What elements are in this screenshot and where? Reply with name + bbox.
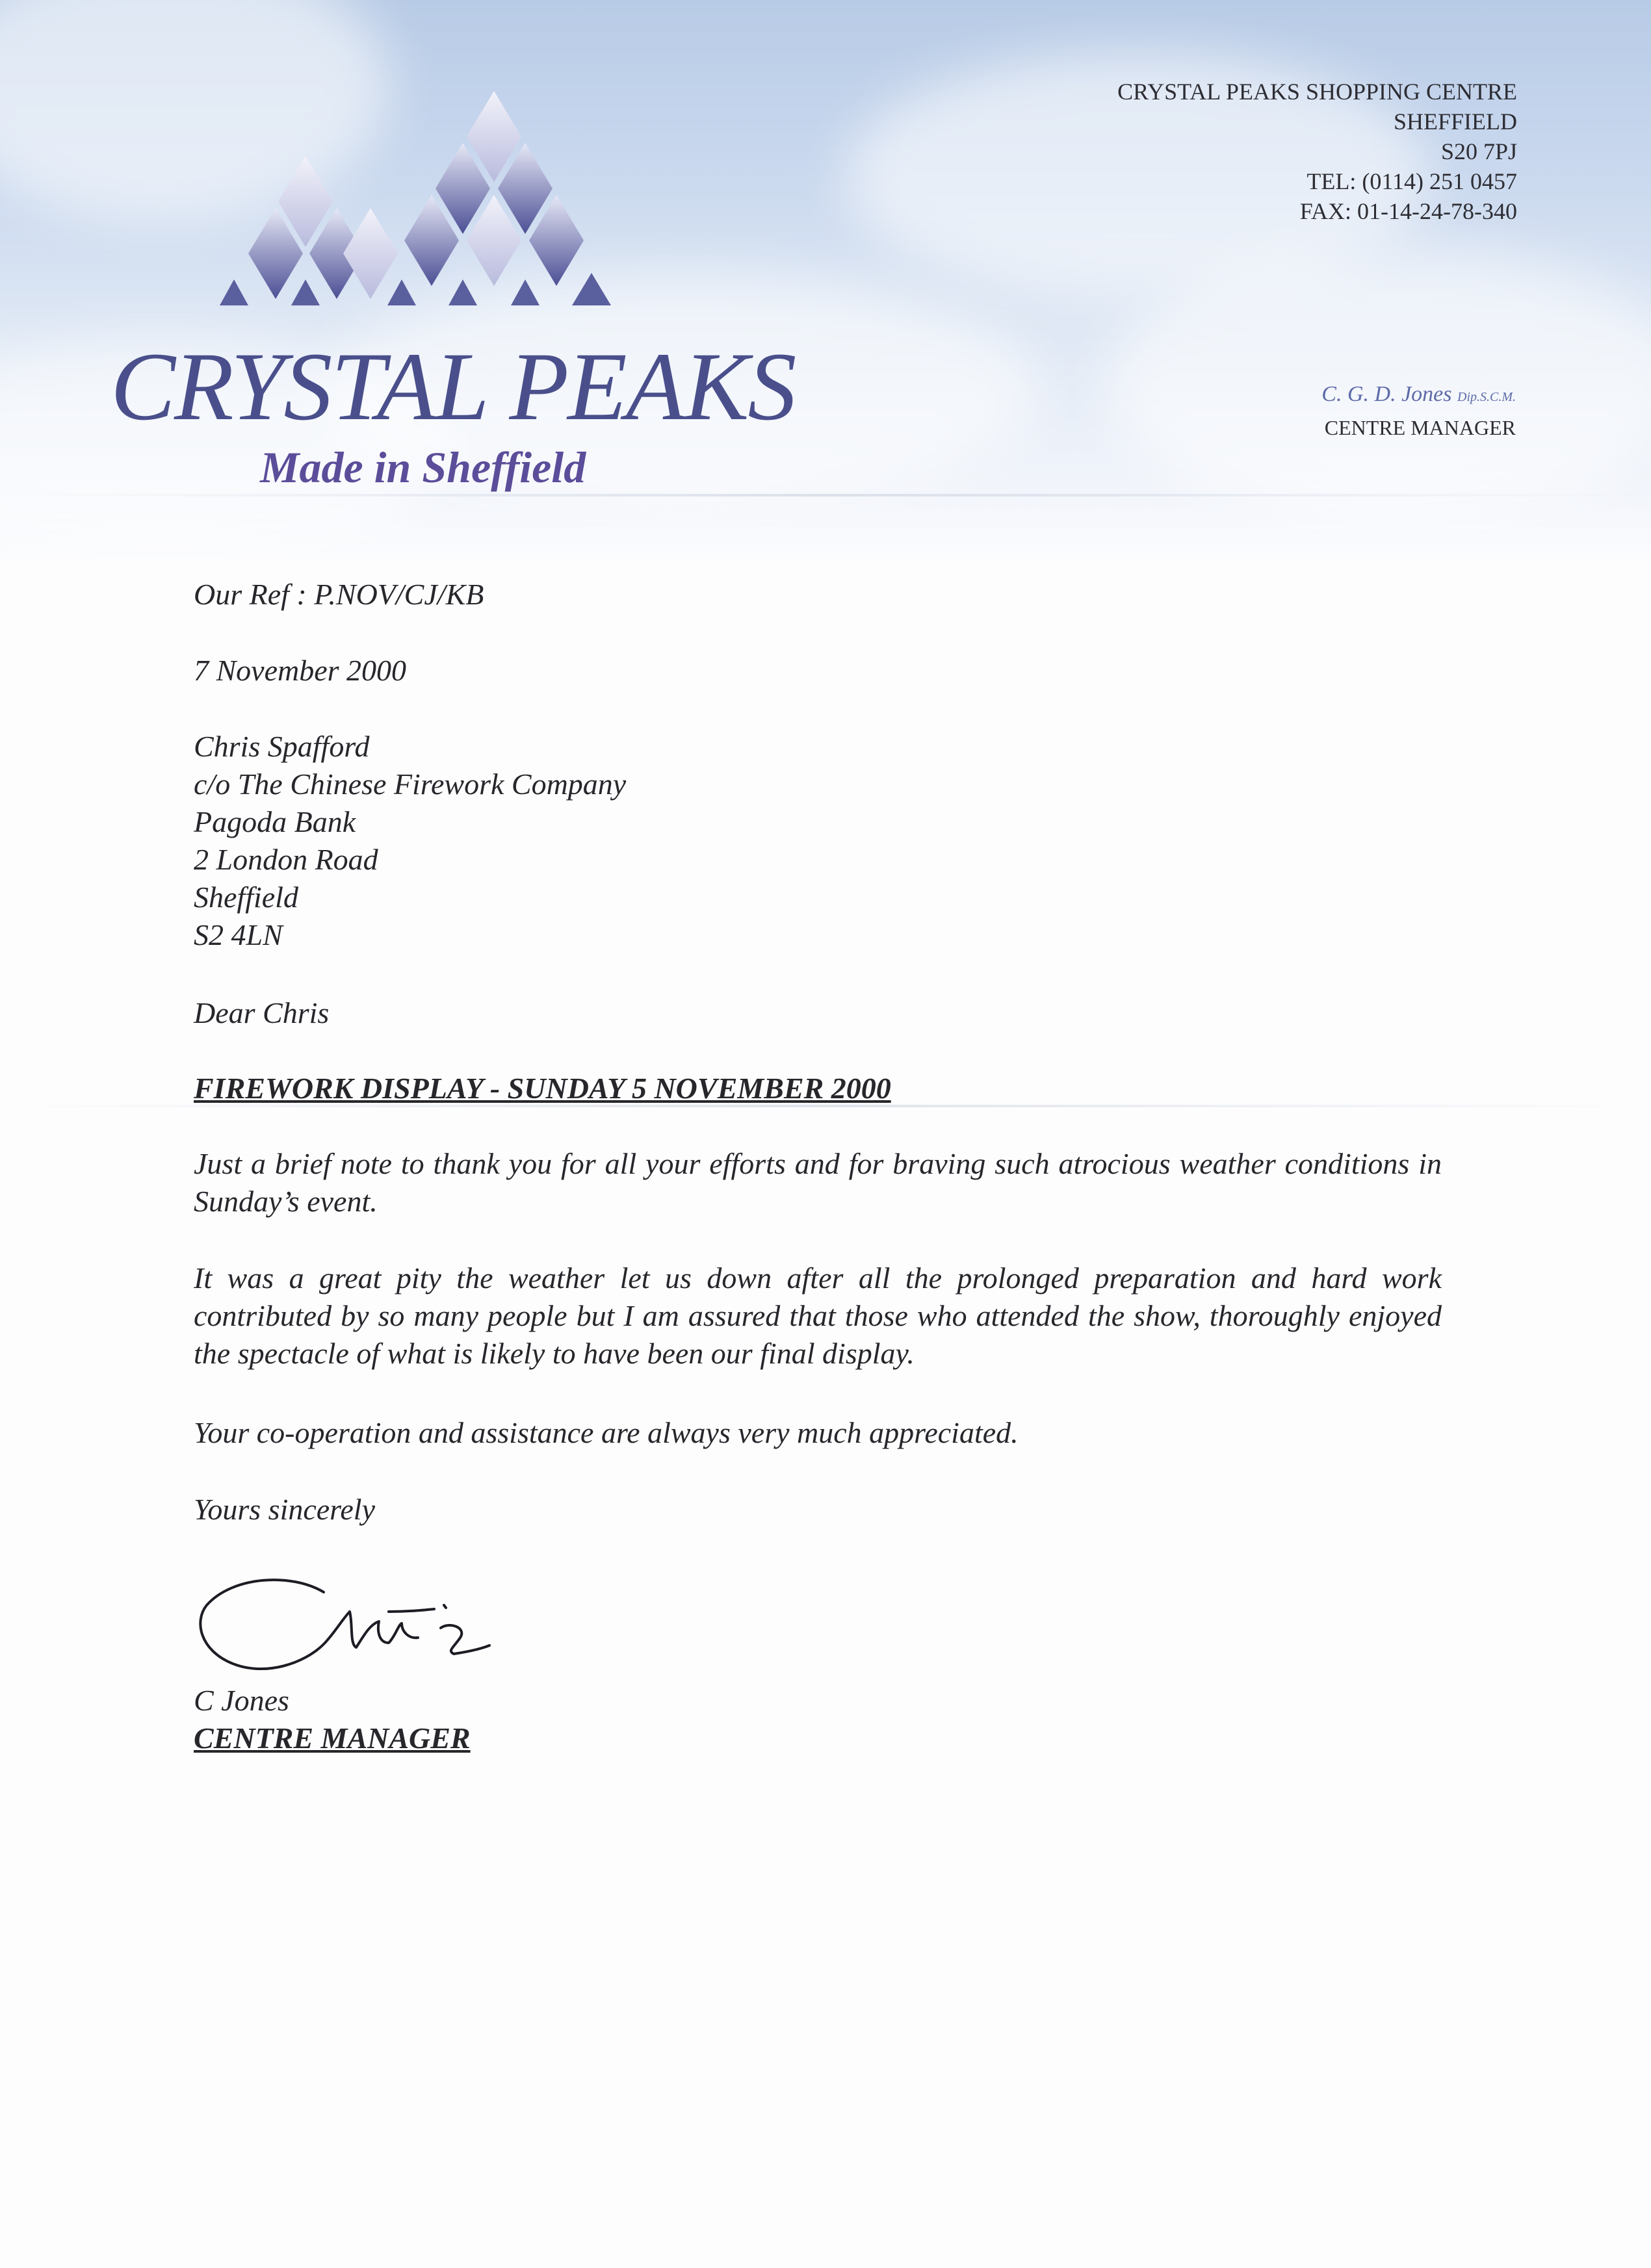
manager-qualification: Dip.S.C.M. [1457, 390, 1516, 404]
signatory-block [194, 1682, 1442, 1757]
address-line: S20 7PJ [1440, 138, 1517, 164]
closing: Yours sincerely [194, 1493, 375, 1526]
manager-name: C. G. D. Jones [1321, 382, 1452, 406]
recipient-line: 2 London Road [194, 843, 378, 876]
telephone-line: TEL: (0114) 251 0457 [1306, 168, 1517, 194]
reference: Our Ref : P.NOV/CJ/KB [194, 578, 484, 611]
recipient-line: Sheffield [194, 881, 298, 914]
signature-icon [194, 1566, 506, 1690]
salutation: Dear Chris [194, 996, 330, 1029]
recipient-line: c/o The Chinese Firework Company [194, 767, 627, 801]
sender-address [1117, 77, 1517, 226]
fax-line: FAX: 01-14-24-78-340 [1299, 198, 1517, 224]
signatory-title: CENTRE MANAGER [194, 1721, 471, 1755]
crystal-peaks-logo-icon [208, 84, 650, 331]
manager-title: CENTRE MANAGER [1324, 416, 1516, 439]
brand-name: CRYSTAL PEAKS [110, 333, 796, 441]
letter-date: 7 November 2000 [194, 654, 407, 687]
recipient-line: Chris Spafford [194, 730, 370, 763]
address-line: CRYSTAL PEAKS SHOPPING CENTRE [1117, 79, 1517, 105]
recipient-line: Pagoda Bank [194, 805, 356, 838]
manager-name-block [1321, 382, 1516, 407]
address-line: SHEFFIELD [1393, 109, 1517, 135]
body-paragraph: Your co-operation and assistance are always very much appreciated. [194, 1416, 1019, 1449]
body-paragraph: It was a great pity the weather let us down after all the prolonged preparation and hard work contributed by so many people but I am assured that those who attended the show, thoroughly enjoyed the spectacle of what is likely to have been our final display. [194, 1261, 1442, 1370]
paper-fold [0, 494, 1651, 496]
recipient-address [194, 728, 1442, 954]
signatory-name: C Jones [194, 1684, 289, 1717]
subject-heading: FIREWORK DISPLAY - SUNDAY 5 NOVEMBER 2000 [194, 1072, 891, 1105]
body-paragraph: Just a brief note to thank you for all your efforts and for braving such atrocious weather conditions in Sunday’s event. [194, 1147, 1442, 1218]
brand-tagline: Made in Sheffield [260, 443, 586, 492]
recipient-line: S2 4LN [194, 918, 283, 951]
